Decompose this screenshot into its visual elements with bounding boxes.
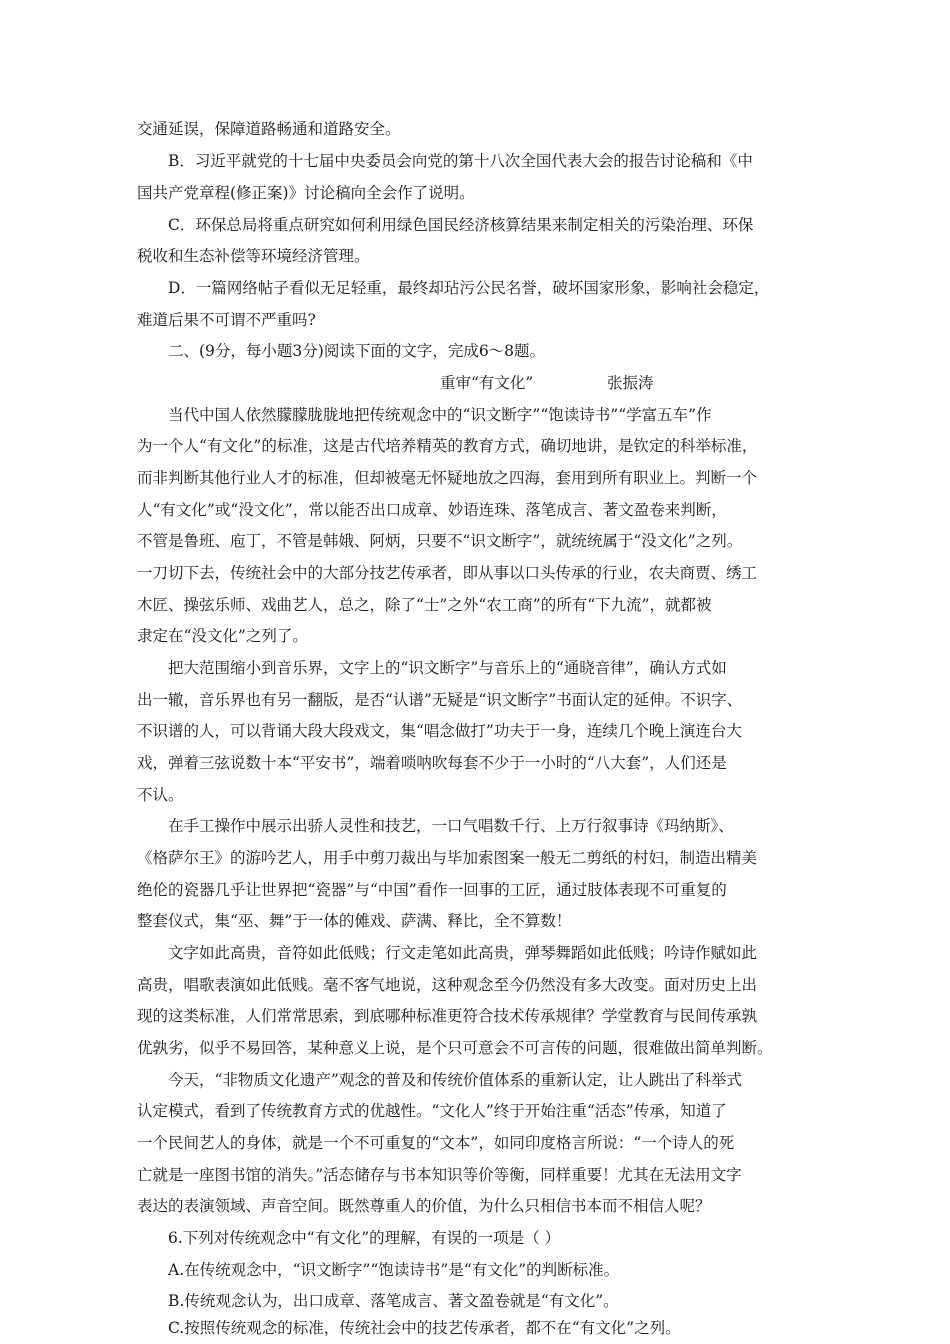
question-6-stem: 6.下列对传统观念中“有文化”的理解，有误的一项是（ ） xyxy=(168,1229,561,1247)
paragraph-4-line-1: 文字如此高贵，音符如此低贱；行文走笔如此高贵，弹琴舞蹈如此低贱；吟诗作赋如此 xyxy=(168,944,758,962)
paragraph-1-line-8: 隶定在“没文化”之列了。 xyxy=(137,627,308,645)
paragraph-2-line-5: 不认。 xyxy=(137,786,184,804)
option-c-line-2: 税收和生态补偿等环境经济管理。 xyxy=(137,247,370,265)
option-d-line-2: 难道后果不可谓不严重吗? xyxy=(137,311,316,329)
paragraph-5-line-1: 今天，“非物质文化遗产”观念的普及和传统价值体系的重新认定，让人跳出了科举式 xyxy=(168,1071,742,1089)
paragraph-3-line-4: 整套仪式，集“巫、舞”于一体的傩戏、萨满、释比，全不算数！ xyxy=(137,912,572,930)
paragraph-1-line-2: 为一个人“有文化”的标准，这是古代培养精英的教育方式，确切地讲，是钦定的科举标准， xyxy=(137,437,758,455)
paragraph-1-line-7: 木匠、操弦乐师、戏曲艺人，总之，除了“士”之外“农工商”的所有“下九流”，就都被 xyxy=(137,596,712,614)
paragraph-1-line-5: 不管是鲁班、庖丁，不管是韩娥、阿炳，只要不“识文断字”，就统统属于“没文化”之列。 xyxy=(137,532,743,550)
paragraph-4-line-4: 优孰劣，似乎不易回答，某种意义上说，是个只可意会不可言传的问题，很难做出简单判断。 xyxy=(137,1039,773,1057)
article-title: 重审“有文化” xyxy=(440,374,534,392)
question-6-option-b: B.传统观念认为，出口成章、落笔成言、著文盈卷就是“有文化”。 xyxy=(168,1292,619,1310)
paragraph-2-line-2: 出一辙，音乐界也有另一翻版，是否“认谱”无疑是“识文断字”书面认定的延伸。不识字、 xyxy=(137,691,743,709)
option-a-tail: 交通延误，保障道路畅通和道路安全。 xyxy=(137,120,401,138)
paragraph-4-line-2: 高贵，唱歌表演如此低贱。毫不客气地说，这种观念至今仍然没有多大改变。面对历史上出 xyxy=(137,976,758,994)
paragraph-2-line-4: 戏，弹着三弦说数十本“平安书”，端着唢呐吹每套不少于一小时的“八大套”，人们还是 xyxy=(137,754,727,772)
option-b-line-1: B．习近平就党的十七届中央委员会向党的第十八次全国代表大会的报告讨论稿和《中 xyxy=(168,152,753,170)
paragraph-2-line-1: 把大范围缩小到音乐界，文字上的“识文断字”与音乐上的“通晓音律”，确认方式如 xyxy=(168,659,727,677)
section-heading: 二、(9分，每小题3分)阅读下面的文字，完成6～8题。 xyxy=(168,342,546,360)
question-6-option-a: A.在传统观念中，“识文断字”“饱读诗书”是“有文化”的判断标准。 xyxy=(168,1261,620,1279)
paragraph-1-line-3: 而非判断其他行业人才的标准，但却被毫无怀疑地放之四海，套用到所有职业上。判断一个 xyxy=(137,469,758,487)
option-b-line-2: 国共产党章程(修正案)》讨论稿向全会作了说明。 xyxy=(137,184,475,202)
paragraph-5-line-3: 一个民间艺人的身体，就是一个不可重复的“文本”，如同印度格言所说：“一个诗人的死 xyxy=(137,1134,735,1152)
option-c-line-1: C．环保总局将重点研究如何利用绿色国民经济核算结果来制定相关的污染治理、环保 xyxy=(168,216,754,234)
article-author: 张振涛 xyxy=(607,374,654,392)
paragraph-3-line-3: 绝伦的瓷器几乎让世界把“瓷器”与“中国”看作一回事的工匠，通过肢体表现不可重复的 xyxy=(137,881,727,899)
paragraph-1-line-1: 当代中国人依然朦朦胧胧地把传统观念中的“识文断字”“饱读诗书”“学富五车”作 xyxy=(168,406,712,424)
option-d-line-1: D．一篇网络帖子看似无足轻重，最终却玷污公民名誉，破坏国家形象，影响社会稳定， xyxy=(168,279,770,297)
paragraph-1-line-6: 一刀切下去，传统社会中的大部分技艺传承者，即从事以口头传承的行业，农夫商贾、绣工 xyxy=(137,564,758,582)
paragraph-5-line-4: 亡就是一座图书馆的消失。”活态储存与书本知识等价等衡，同样重要！尤其在无法用文字 xyxy=(137,1166,742,1184)
question-6-option-c: C.按照传统观念的标准，传统社会中的技艺传承者，都不在“有文化”之列。 xyxy=(168,1319,681,1337)
paragraph-1-line-4: 人“有文化”或“没文化”，常以能否出口成章、妙语连珠、落笔成言、著文盈卷来判断， xyxy=(137,501,727,519)
paragraph-3-line-1: 在手工操作中展示出骄人灵性和技艺，一口气唱数千行、上万行叙事诗《玛纳斯》、 xyxy=(168,817,734,835)
paragraph-5-line-2: 认定模式，看到了传统教育方式的优越性。“文化人”终于开始注重“活态”传承，知道了 xyxy=(137,1102,727,1120)
paragraph-4-line-3: 现的这类标准，人们常常思索，到底哪种标准更符合技术传承规律？学堂教育与民间传承孰 xyxy=(137,1007,758,1025)
paragraph-5-line-5: 表达的表演领域、声音空间。既然尊重人的价值，为什么只相信书本而不相信人呢？ xyxy=(137,1197,711,1215)
paragraph-2-line-3: 不识谱的人，可以背诵大段大段戏文，集“唱念做打”功夫于一身，连续几个晚上演连台大 xyxy=(137,722,742,740)
paragraph-3-line-2: 《格萨尔王》的游吟艺人，用手中剪刀裁出与毕加索图案一般无二剪纸的村妇，制造出精美 xyxy=(137,849,758,867)
